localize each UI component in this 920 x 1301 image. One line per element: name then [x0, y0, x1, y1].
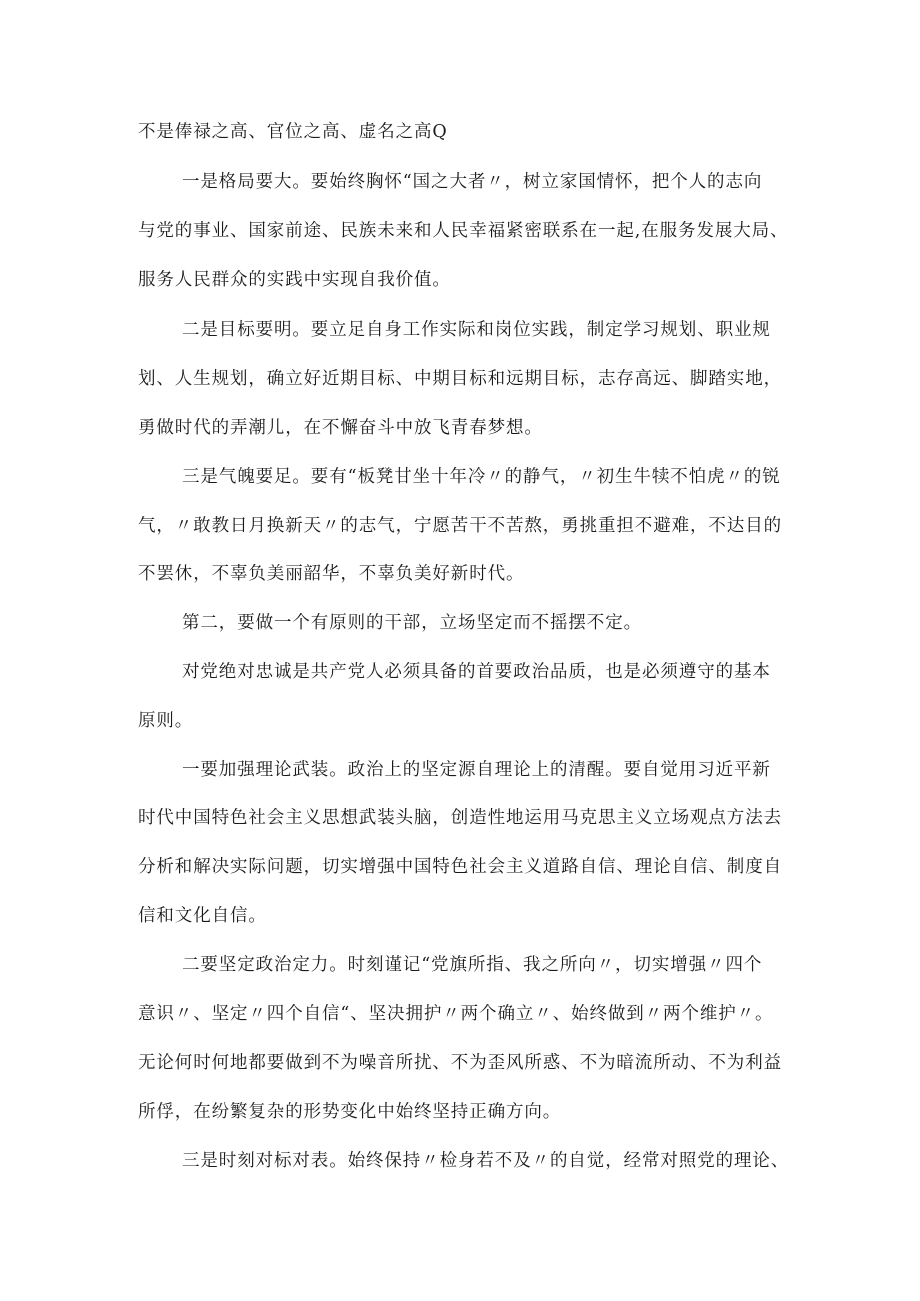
- paragraph-first-line: 三是气魄要足。要有“板凳甘坐十年冷〃的静气，〃初生牛犊不怕虎〃的锐: [182, 467, 781, 487]
- text-line: 气，〃敢教日月换新天〃的志气，宁愿苦干不苦熬，勇挑重担不避难，不达目的: [138, 516, 782, 536]
- paragraph-first-line: 三是时刻对标对表。始终保持〃检身若不及〃的自觉，经常对照党的理论、: [182, 1151, 790, 1171]
- text-line: 无论何时何地都要做到不为噪音所扰、不为歪风所惑、不为暗流所动、不为利益: [138, 1053, 782, 1073]
- text-line: 分析和解决实际问题，切实增强中国特色社会主义道路自信、理论自信、制度自: [138, 857, 782, 877]
- text-line: 服务人民群众的实践中实现自我价值。: [138, 270, 451, 290]
- section-heading: 第二，要做一个有原则的干部，立场坚定而不摇摆不定。: [182, 613, 642, 633]
- text-line: 所俘，在纷繁复杂的形势变化中始终坚持正确方向。: [138, 1102, 562, 1122]
- text-line: 不是俸禄之高、官位之高、虚名之高Q: [138, 122, 448, 142]
- text-line: 信和文化自信。: [138, 906, 267, 926]
- text-line: 意识〃、坚定〃四个自信“、坚决拥护〃两个确立〃、始终做到〃两个维护〃。: [138, 1004, 774, 1024]
- text-line: 时代中国特色社会主义思想武装头脑，创造性地运用马克思主义立场观点方法去: [138, 808, 782, 828]
- paragraph-first-line: 二是目标要明。要立足自身工作实际和岗位实践，制定学习规划、职业规: [182, 320, 771, 340]
- paragraph-first-line: 一要加强理论武装。政治上的坚定源自理论上的清醒。要自觉用习近平新: [182, 760, 771, 780]
- paragraph-first-line: 二要坚定政治定力。时刻谨记“党旗所指、我之所向〃，切实增强〃四个: [182, 955, 763, 975]
- text-line: 勇做时代的弄潮儿，在不懈奋斗中放飞青春梦想。: [138, 418, 543, 438]
- paragraph-first-line: 对党绝对忠诚是共产党人必须具备的首要政治品质，也是必须遵守的基本: [182, 662, 771, 682]
- text-line: 划、人生规划，确立好近期目标、中期目标和远期目标，志存高远、脚踏实地，: [138, 369, 782, 389]
- text-line: 不罢休，不辜负美丽韶华，不辜负美好新时代。: [138, 564, 525, 584]
- text-line: 原则。: [138, 711, 194, 731]
- text-line: 与党的事业、国家前途、民族未来和人民幸福紧密联系在一起,在服务发展大局、: [138, 221, 789, 241]
- paragraph-first-line: 一是格局要大。要始终胸怀“国之大者〃，树立家国情怀，把个人的志向: [182, 172, 763, 192]
